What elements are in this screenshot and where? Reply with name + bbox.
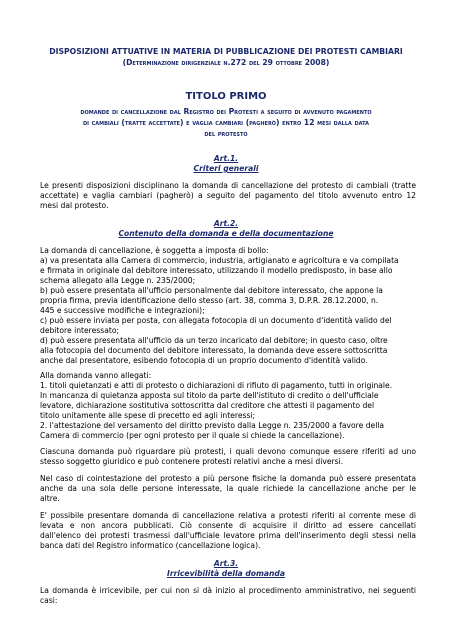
art2-para3-line-1: Nel caso di cointestazione del protesto a più persone fisiche la domanda può essere presentata xyxy=(40,474,416,483)
document-title: DISPOSIZIONI ATTUATIVE IN MATERIA DI PUBBLICAZIONE DEI PROTESTI CAMBIARI xyxy=(49,47,403,56)
art2-para2-line-1: Ciascuna domanda può riguardare più protesti, i quali devono comunque essere riferiti ad uno xyxy=(40,447,416,456)
art3-title: Irricevibilità della domanda xyxy=(167,569,285,578)
art1-para-line-1: Le presenti disposizioni disciplinano la domanda di cancellazione del protesto di cambiali (tratte xyxy=(40,181,416,190)
art1-number: Art.1. xyxy=(213,154,239,163)
art2-allegato-line-1: 1. titoli quietanzati e atti di protesto o dichiarazioni di rifiuto di pagamento, tutti in originale. xyxy=(40,381,393,390)
document-subtitle: (Determinazione dirigenziale n.272 del 29 ottobre 2008) xyxy=(122,58,330,67)
titolo-desc-line-2: di cambiali (tratte accettate) e vaglia cambiari (pagherò) entro 12 mesi dalla data xyxy=(82,118,370,127)
art2-para2-line-2: stesso soggetto giuridico e può contenere protesti relativi anche a mesi diversi. xyxy=(40,457,344,466)
art3-para-line-2: casi: xyxy=(40,596,58,605)
art2-para3-line-3: altre. xyxy=(40,494,60,503)
art2-title: Contenuto della domanda e della documentazione xyxy=(118,229,334,238)
art2-number: Art.2. xyxy=(213,219,239,228)
art2-allegati-intro: Alla domanda vanno allegati: xyxy=(40,371,152,380)
art2-item-line-5: propria firma, previa identificazione dello stesso (art. 38, comma 3, D.P.R. 28.12.2000, n. xyxy=(40,296,379,305)
art2-para4-line-1: E' possibile presentare domanda di cancellazione relativa a protesti riferiti al corrente mese di xyxy=(40,511,416,520)
art2-item-line-2: e firmata in originale dal debitore interessato, utilizzando il modello predisposto, in base allo xyxy=(40,266,393,275)
art2-allegato-line-5: 2. l'attestazione del versamento del diritto previsto dalla Legge n. 235/2000 a favore della xyxy=(40,421,385,430)
art3-para-line-1: La domanda è irricevibile, per cui non si dà inizio al procedimento amministrativo, nei seguenti xyxy=(40,586,416,595)
art2-para4-line-2: levata e non ancora pubblicati. Ciò consente di acquisire il diritto ad essere cancellati xyxy=(40,521,416,530)
art2-item-line-3: schema allegato alla Legge n. 235/2000; xyxy=(40,276,196,285)
titolo-desc-line-3: del protesto xyxy=(204,129,248,138)
art2-item-line-7: c) può essere inviata per posta, con allegata fotocopia di un documento d'identità valido del xyxy=(40,316,392,325)
art3-number: Art.3. xyxy=(213,559,239,568)
art2-item-line-4: b) può essere presentata all'ufficio personalmente dal debitore interessato, che appone la xyxy=(40,286,383,295)
art2-para3-line-2: anche da una sola delle persone interessate, la quale richiede la cancellazione anche per le xyxy=(40,484,416,493)
art2-allegato-line-4: titolo unitamente alle spese di precetto ed agli interessi; xyxy=(40,411,256,420)
art2-allegato-line-6: Camera di commercio (per ogni protesto per il quale si chiede la cancellazione). xyxy=(40,431,345,440)
art2-item-line-6: 445 e successive modifiche e integrazioni); xyxy=(40,306,205,315)
art2-item-line-8: debitore interessato; xyxy=(40,326,120,335)
titolo-desc-line-1: domande di cancellazione dal Registro dei Protesti a seguito di avvenuto pagamento xyxy=(80,107,372,116)
art2-intro: La domanda di cancellazione, è soggetta a imposta di bollo: xyxy=(40,246,269,255)
titolo-heading: TITOLO PRIMO xyxy=(185,91,267,102)
art2-para4-line-3: dall'elenco dei protesti trasmessi dall'ufficiale levatore prima dell'inserimento degli stessi nella xyxy=(40,531,416,540)
art1-para-line-2: accettate) e vaglia cambiari (pagherò) a seguito del pagamento del titolo avvenuto entro 12 xyxy=(40,191,416,200)
art2-item-line-1: a) va presentata alla Camera di commercio, industria, artigianato e agricoltura e va compilata xyxy=(40,256,399,265)
art2-item-line-9: d) può essere presentata all'ufficio da un terzo incaricato dal debitore; in questo caso, oltre xyxy=(40,336,388,345)
art2-para4-line-4: banca dati del Registro informatico (cancellazione logica). xyxy=(40,541,261,550)
art2-allegato-line-2: In mancanza di quietanza apposta sul titolo da parte dell'istituto di credito o dell'ufficiale xyxy=(40,391,379,400)
art1-para-line-3: mesi dal protesto. xyxy=(40,201,109,210)
art2-item-line-11: anche dal presentatore, esibendo fotocopia di un proprio documento d'identità valido. xyxy=(40,356,368,365)
art2-allegato-line-3: levatore, dichiarazione sostitutiva sottoscritta dal creditore che attesti il pagamento del xyxy=(40,401,375,410)
art1-title: Criteri generali xyxy=(193,164,259,173)
art2-item-line-10: alla fotocopia del documento del debitore interessato, la domanda deve essere sottoscritta xyxy=(40,346,388,355)
